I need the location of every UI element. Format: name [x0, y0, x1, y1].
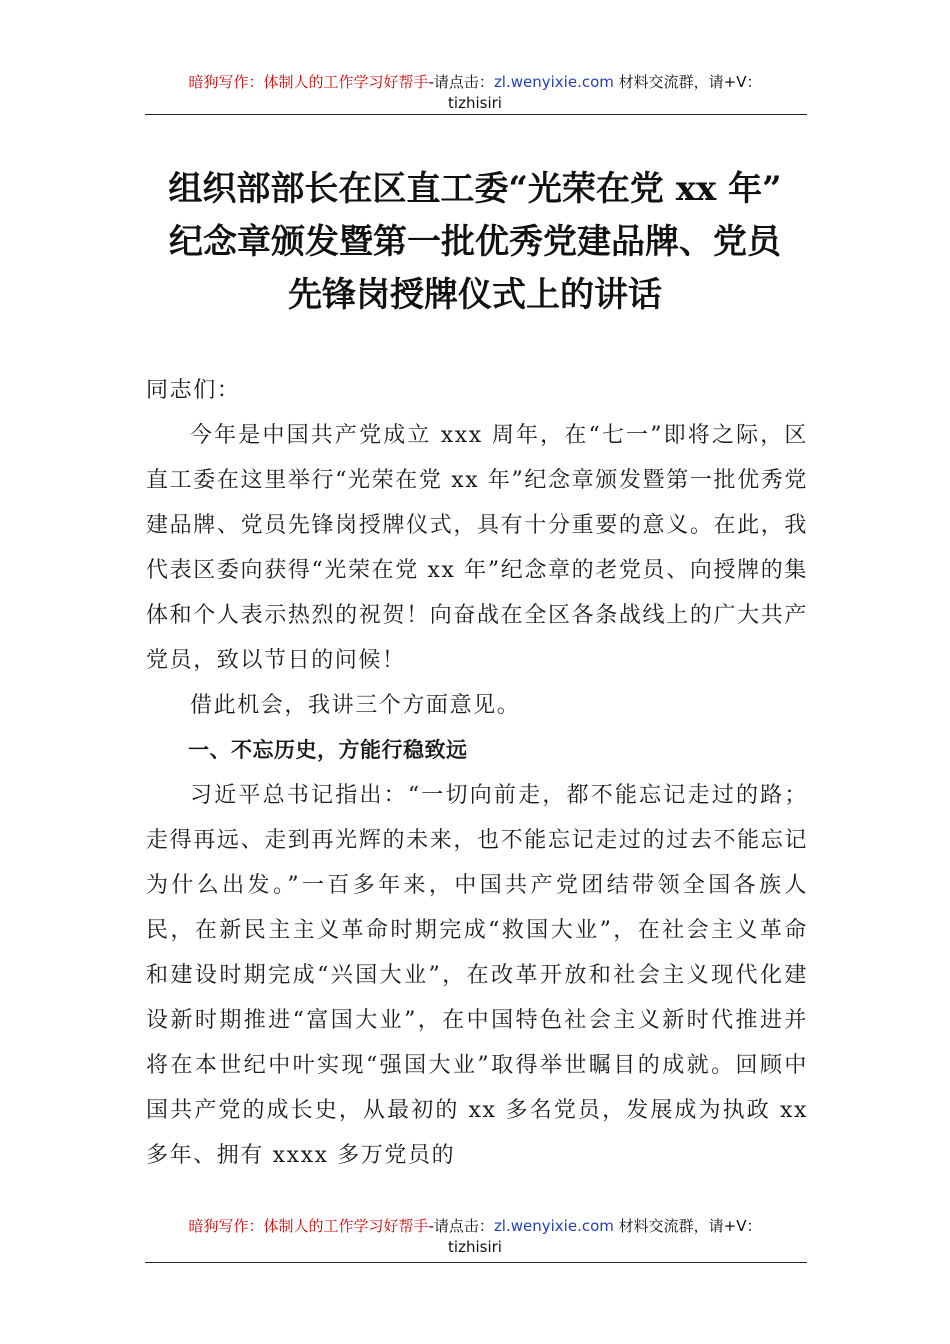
document-body: [146, 368, 808, 1178]
paragraph-1: 今年是中国共产党成立 xxx 周年，在“七一”即将之际，区直工委在这里举行“光荣在党 xx 年”纪念章颁发暨第一批优秀党建品牌、党员先锋岗授牌仪式，具有十分重要的意义。在此，我代表区委向获得“光荣在党 xx 年”纪念章的老党员、向授牌的集体和个人表示热烈的祝贺！向奋战在全区各条战线上的广大共产党员，致以节日的问候！: [146, 423, 808, 673]
header-divider: [145, 114, 807, 115]
salutation: 同志们：: [146, 378, 241, 403]
paragraph-3: 习近平总书记指出：“一切向前走，都不能忘记走过的路；走得再远、走到再光辉的未来，也不能忘记走过的过去不能忘记为什么出发。”一百多年来，中国共产党团结带领全国各族人民，在新民主主义革命时期完成“救国大业”，在社会主义革命和建设时期完成“兴国大业”，在改革开放和社会主义现代化建设新时期推进“富国大业”，在中国特色社会主义新时代推进并将在本世纪中叶实现“强国大业”取得举世瞩目的成就。回顾中国共产党的成长史，从最初的 xx 多名党员，发展成为执政 xx 多年、拥有 xxxx 多万党员的: [146, 783, 808, 1168]
footer-click-prompt: -请点击：: [428, 1217, 494, 1235]
title-line-3: 先锋岗授牌仪式上的讲话: [288, 275, 662, 315]
header-click-prompt: -请点击：: [428, 73, 494, 91]
header-wechat-id: tizhisiri: [448, 94, 502, 112]
footer-group-text: 材料交流群，请+V：: [613, 1217, 762, 1235]
footer-url-link[interactable]: zl.wenyixie.com: [493, 1217, 614, 1235]
footer-brand: 暗狗写作：体制人的工作学习好帮手: [188, 1217, 429, 1235]
footer-divider: [145, 1262, 807, 1263]
title-line-1: 组织部部长在区直工委“光荣在党 xx 年”: [168, 169, 782, 209]
footer-banner: [145, 1216, 805, 1258]
paragraph-2: 借此机会，我讲三个方面意见。: [190, 693, 521, 718]
section-1-heading: 一、不忘历史，方能行稳致远: [188, 738, 468, 762]
title-line-2: 纪念章颁发暨第一批优秀党建品牌、党员: [169, 222, 781, 262]
header-url-link[interactable]: zl.wenyixie.com: [493, 73, 614, 91]
header-brand: 暗狗写作：体制人的工作学习好帮手: [188, 73, 429, 91]
header-banner: [145, 72, 805, 114]
header-group-text: 材料交流群，请+V：: [613, 73, 762, 91]
footer-wechat-id: tizhisiri: [448, 1238, 502, 1256]
document-title: [120, 163, 830, 322]
